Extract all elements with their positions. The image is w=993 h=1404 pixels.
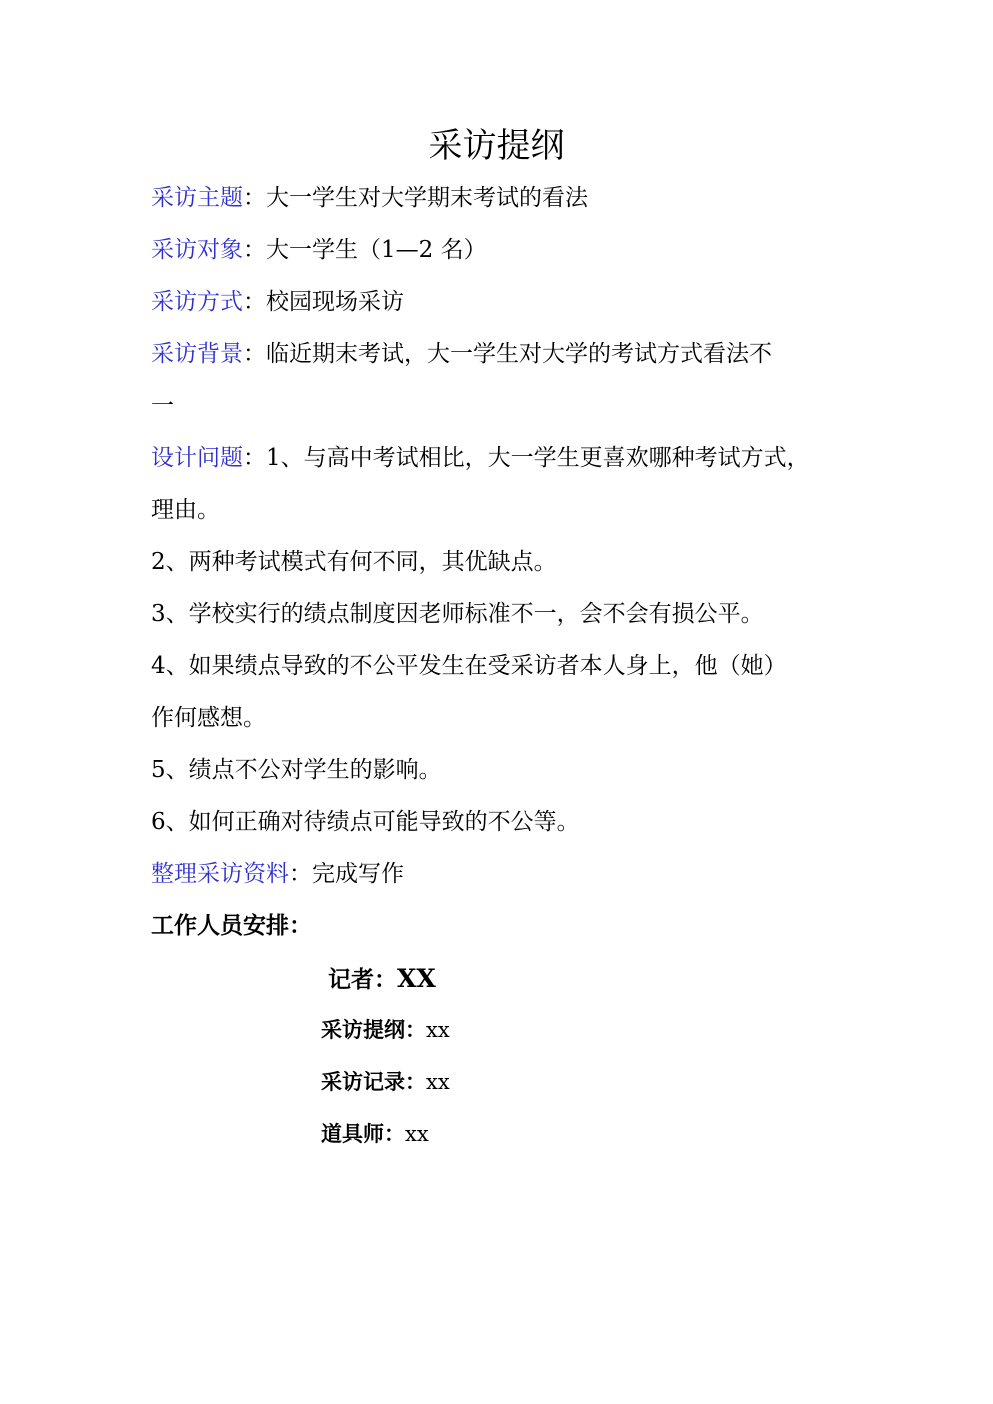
design-questions-label: 设计问题 <box>151 445 243 471</box>
interview-target-value: 大一学生（1—2 名） <box>266 237 487 263</box>
question-5: 5、绩点不公对学生的影响。 <box>151 757 442 783</box>
interview-method <box>151 285 404 319</box>
staff-record-value: xx <box>426 1070 450 1094</box>
interview-target <box>151 233 487 267</box>
document-title: 采访提纲 <box>428 126 565 166</box>
question-4: 4、如果绩点导致的不公平发生在受采访者本人身上，他（她） <box>151 653 787 679</box>
staff-outline-label: 采访提纲： <box>321 1017 426 1042</box>
staff-record-label: 采访记录： <box>321 1069 426 1094</box>
interview-background-separator: ： <box>243 341 266 367</box>
staff-reporter-value: XX <box>397 964 436 993</box>
staff-outline <box>321 1014 450 1046</box>
organize-materials-label: 整理采访资料 <box>151 861 289 887</box>
interview-target-label: 采访对象 <box>151 237 243 263</box>
interview-background-value: 临近期末考试，大一学生对大学的考试方式看法不 <box>266 341 772 367</box>
design-questions <box>151 441 810 475</box>
design-questions-separator: ： <box>243 445 266 471</box>
staff-reporter <box>328 962 436 997</box>
staff-heading: 工作人员安排： <box>151 912 312 939</box>
staff-record <box>321 1066 450 1098</box>
interview-method-label: 采访方式 <box>151 289 243 315</box>
interview-background-continued: 一 <box>151 393 174 419</box>
interview-theme-separator: ： <box>243 185 266 211</box>
interview-theme <box>151 181 588 215</box>
question-2: 2、两种考试模式有何不同，其优缺点。 <box>151 549 557 575</box>
staff-outline-value: xx <box>426 1018 450 1042</box>
organize-materials <box>151 857 404 891</box>
interview-method-value: 校园现场采访 <box>266 289 404 315</box>
question-6: 6、如何正确对待绩点可能导致的不公等。 <box>151 809 580 835</box>
organize-materials-separator: ： <box>289 861 312 887</box>
staff-props <box>321 1118 429 1150</box>
staff-props-label: 道具师： <box>321 1121 405 1146</box>
interview-background <box>151 337 772 371</box>
question-1-continued: 理由。 <box>151 497 220 523</box>
interview-method-separator: ： <box>243 289 266 315</box>
organize-materials-value: 完成写作 <box>312 861 404 887</box>
interview-target-separator: ： <box>243 237 266 263</box>
question-1: 1、与高中考试相比，大一学生更喜欢哪种考试方式， <box>266 445 810 471</box>
staff-props-value: xx <box>405 1122 429 1146</box>
question-4-continued: 作何感想。 <box>151 705 266 731</box>
question-3: 3、学校实行的绩点制度因老师标准不一，会不会有损公平。 <box>151 601 764 627</box>
interview-theme-value: 大一学生对大学期末考试的看法 <box>266 185 588 211</box>
interview-theme-label: 采访主题 <box>151 185 243 211</box>
staff-reporter-label: 记者： <box>328 966 397 993</box>
interview-background-label: 采访背景 <box>151 341 243 367</box>
